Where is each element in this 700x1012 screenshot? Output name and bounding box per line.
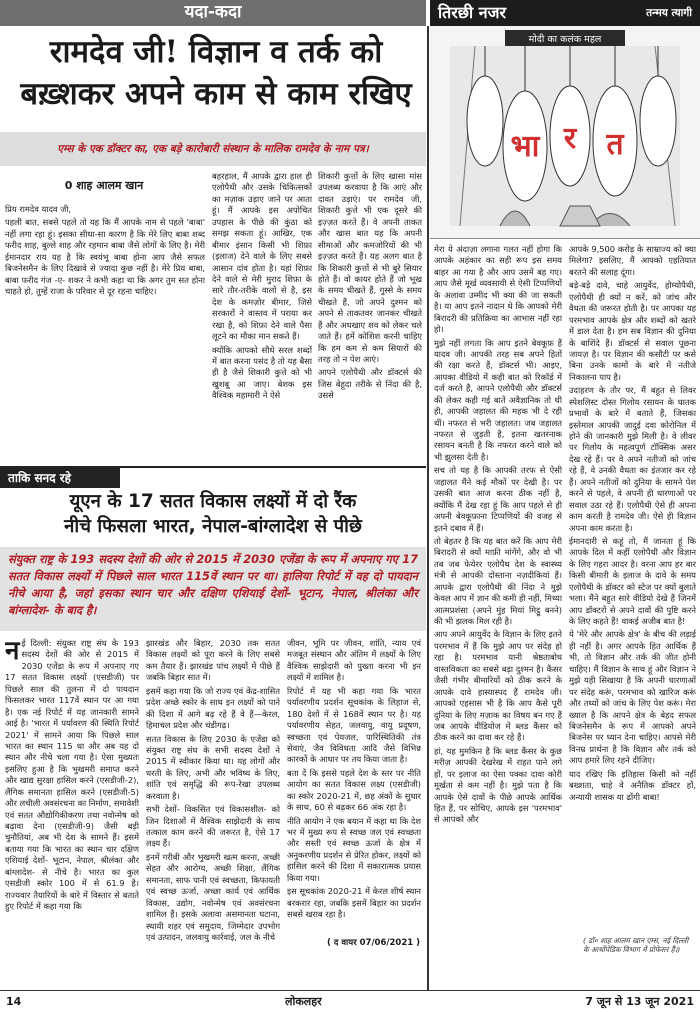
cartoon-illustration — [430, 26, 700, 239]
cartoon-section-header — [430, 0, 700, 26]
newspaper-name: लोकलहर — [285, 994, 322, 1008]
cartoon-section-title: तिरछी नजर — [438, 2, 507, 22]
cartoon-banner: मोदी का कलंक महल — [528, 34, 602, 45]
cartoon — [430, 26, 700, 239]
article2-source: ( द वायर 07/06/2021 ) — [327, 938, 420, 948]
cartoon-letter-3: त — [606, 127, 624, 162]
section-label: ताकि सनद रहे — [0, 468, 120, 488]
dropcap: न — [5, 638, 20, 666]
article2-col3: जीवन, भूमि पर जीवन, शांति, न्याय एवं मजबूत संस्थान और अंतिम में लक्ष्यों के लिए वैश्विक साझेदारी को पुख्ता करना भी इन लक्ष्यों में शामिल है। रिपोर्ट में यह भी कहा गया कि भारत पर्यावरणीय प्रदर्शन सूचकांक के लिहाज से, 180 देशों में से 168वें स्थान पर है। यह पर्यावरणीय सेहत, जलवायु, वायु प्रदूषण, स्वच्छता एवं पेयजल, पारिस्थितिकी तंत्र सेवाएं, जैव विविधता आदि जैसे विभिन्न कारकों के आधार पर तय किया जाता है। बता दें कि इससे पहले देश के स्तर पर नीति आयोग का सतत विकास लक्ष्य (एसडीजी) का स्कोर 2020-21 में, छह अंकों के सुधार के साथ, 60 से बढ़कर 66 अंक रहा है। नीति आयोग ने एक बयान में कहा था कि देश भर में मुख्य रूप से स्वच्छ जल एवं स्वच्छता और सस्ती एवं स्वच्छ ऊर्जा के क्षेत्र में अनुकरणीय प्रदर्शन से प्रेरित होकर, लक्ष्यों को हासिल करने की दिशा में सकारात्मक प्रयास किया गया। इस सूचकांक 2020-21 में केरल शीर्ष स्थान बरकरार रहा, जबकि इसमें बिहार का प्रदर्शन सबसे खराब रहा है। — [287, 638, 421, 920]
article2-intro: संयुक्त राष्ट्र के 193 सदस्य देशों की ओर से 2015 में 2030 एजेंडा के रूप में अपनाए गए 17 सतत विकास लक्ष्यों में पिछले साल भारत 115वें स्थान पर था। हालिया रिपोर्ट में वह दो पायदान नीचे आया है, जहां इसका स्थान चार और दक्षिण एशियाई देशों- भूटान, नेपाल, श्रीलंका और बांग्लादेश- के बाद है। — [0, 547, 426, 631]
author-note: ( डॉ० शाह आलम खान एम्स, नई दिल्ली के आर्थोपेडिक विभाग में प्रोफेसर हैं।) — [583, 936, 689, 955]
article-headline — [8, 32, 424, 115]
page-footer — [0, 990, 700, 1012]
article2-headline-line-1: यूएन के 17 सतत विकास लक्ष्यों में दो रैंक — [69, 491, 357, 512]
page-number: 14 — [6, 994, 22, 1008]
article2-headline — [4, 490, 422, 540]
article1-col5: आपके 9,500 करोड़ के साम्राज्य को क्या मिलेगा? इसलिए, मैं आपको एहतियात बरतने की सलाह दूंगा। बड़े-बड़े दावे, चाहे आयुर्वेद, होम्योपैथी, एलोपैथी ही क्यों न करें, को जांच और वैधता की जरूरत होती है। पर आपका यह परमभाव आपके क्षेत्र और शब्दों को खतरे में डाल देता है। हम सब विज्ञान की दुनिया के बाशिंदे हैं। डॉक्टर्स से सवाल पूछना जायज़ है। पर विज्ञान की कसौटी पर कसे बिना उनके कामों के बारे में नतीजे निकालना पाप है। उदाहरण के तौर पर, मैं बहुत से लिवर स्पेशलिस्ट दोस्त गिलोय रसायन के घातक प्रभावों के बारे में बताते हैं, जिसका इस्तेमाल आपकी जादुई दवा कोरोनिल में होने की जानकारी मुझे मिली है। वे लीवर पर गिलोय के महत्वपूर्ण टॉक्सिक असर देख रहे हैं। पर वे अपने नतीजों को जांच रहे हैं, वे उनकी वैधता का इंतजार कर रहे हैं। अपने नतीजों को दुनिया के सामने पेश करने से पहले, वे अपनी ही धारणाओं पर सवाल उठा रहे हैं। एलोपैथी ऐसे ही अपना काम करती है रामदेव जी। ऐसे ही विज्ञान अपना काम करता है। ईमानदारी से कहूं तो, मैं जानता हूं कि आपके दिल में कहीं एलोपैथी और विज्ञान के लिए गहरा आदर है। वरना आप हर बार किसी बीमारी के इलाज के दावे के समय एलोपैथी के डॉक्टर को स्टेज पर क्यों बुलाते भला। मैंने बहुत सारे वीडियो देखे हैं जिनमें आप डॉक्टरों से अपने दावों की पुष्टि करने के लिए कहते हैं! वाकई अजीब बात है! ये 'मेरे और आपके क्षेत्र' के बीच की लड़ाई ही नहीं है। अगर आपके हित आर्थिक हैं भी, तो विज्ञान और तर्क की जीत होनी चाहिए। मैं विज्ञान के साथ हूं और विज्ञान ने मुझे यही सिखाया है कि अपनी धारणाओं पर संदेह करूं, परमभाव को खारिज करूं और तथ्यों को जांच के लिए पेश करूं। मेरा ख्याल है कि आपने क्षेत्र के बेहद सफल बिजनेसमैन के रूप में आपको अपने बिजनेस पर ध्यान देना चाहिए। आपसे मेरी विनम्र प्रार्थना है कि विज्ञान और तर्क को आप हमारे लिए रहने दीजिए। याद रखिए कि इतिहास किसी को नहीं बख्शता, चाहे वे अनैतिक डॉक्टर हों, अन्यायी शासक या ढोंगी बाबा! — [569, 244, 696, 802]
article1-col3: शिकारी कुत्तों के लिए खासा मांस उपलब्ध करवाया है कि आएं और दावत उड़ाएं। पर रामदेव जी, शिकारी कुत्ते भी एक दूसरे की इज़्ज़त करते हैं। वे अपनी ताकत और खास बात यह कि अपनी सीमाओं और कमजोरियों की भी इज़्ज़त करते हैं। यह अलग बात है कि शिकारी कुत्तों से भी बुरे सियार होते हैं। वो कायर होते हैं जो भूख के समय चीखते हैं, गुस्से के समय चीखते हैं, जो अपने दुश्मन को अपने से ताकतवर जानकर चीखते हैं और अधखाए शव को लेकर चले जाते हैं। हमें कोशिश करनी चाहिए कि हम कम से कम सियारों की तरह तो न पेश आएं। आपने एलोपैथी और डॉक्टर्स की जिस बेहूदा तरीके से निंदा की है, उससे — [318, 171, 422, 401]
article2-col1-text: ई दिल्ली: संयुक्त राष्ट्र संघ के 193 सदस्य देशों की ओर से 2015 में 2030 एजेंडा के रूप में अपनाए गए 17 सतत विकास लक्ष्यों (एसडीजी) पर पिछले साल की तुलना में दो पायदान फिसलकर भारत 117वें स्थान पर आ गया है। एक नई रिपोर्ट में यह जानकारी सामने आई है। 'भारत में पर्यावरण की स्थिति रिपोर्ट 2021' में सामने आया कि पिछले साल भारत का स्थान 115 था और अब यह दो स्थान और नीचे चला गया है। ऐसा मुख्यतः इसलिए हुआ है कि भुखमरी समाप्त करने और खाद्य सुरक्षा हासिल करने (एसडीजी-2), लैंगिक समानता हासिल करने (एसडीजी-5) और लचीली अवसंरचना का निर्माण, समावेशी एवं सतत औद्योगिकीकरण तथा नवोन्मेष को बढ़ावा देना (एसडीजी-9) जैसी बड़ी चुनौतियां, अब भी देश के सामने हैं। इसमें बताया गया कि भारत का स्थान चार दक्षिण एशियाई देशों- भूटान, नेपाल, श्रीलंका और बांग्लादेश- से नीचे है। भारत का कुल एसडीजी स्कोर 100 में से 61.9 है। राज्यवार तैयारियों के बारे में विस्तार से बताते हुए रिपोर्ट में कहा गया कि — [5, 638, 139, 912]
cartoon-letter-1: भा — [510, 129, 540, 164]
column-divider — [427, 26, 429, 990]
article-subheadline: एम्स के एक डॉक्टर का, एक बड़े कारोबारी संस्थान के मालिक रामदेव के नाम पत्र। — [0, 132, 426, 166]
article2-headline-line-2: नीचे फिसला भारत, नेपाल-बांग्लादेश से पीछे — [64, 515, 362, 537]
headline-line-2: बख़्शकर अपने काम से काम रखिए — [20, 75, 412, 112]
headline-line-1: रामदेव जी! विज्ञान व तर्क को — [49, 34, 383, 70]
article2-col2: झारखंड और बिहार, 2030 तक सतत विकास लक्ष्यों को पूरा करने के लिए सबसे कम तैयार हैं। झारखंड पांच लक्ष्यों में पीछे हैं जबकि बिहार सात में। इसमें कहा गया कि जो राज्य एवं केंद्र-शासित प्रदेश अच्छे स्कोर के साथ इन लक्ष्यों को पाने की दिशा में आगे बढ़ रहे हैं वे हैं—केरल, हिमाचल प्रदेश और चंडीगढ़। सतत विकास के लिए 2030 के एजेंडा को संयुक्त राष्ट्र संघ के सभी सदस्य देशों ने 2015 में स्वीकार किया था। यह लोगों और धरती के लिए, अभी और भविष्य के लिए, शांति एवं समृद्धि की रूप-रेखा उपलब्ध करवाता है। सभी देशों- विकसित एवं विकासशील- को जिन दिशाओं में वैश्विक साझेदारी के साथ तत्काल काम करने की जरूरत है, ऐसे 17 लक्ष्य हैं। इनमें गरीबी और भुखमरी खत्म करना, अच्छी सेहत और आरोग्य, अच्छी शिक्षा, लैंगिक समानता, साफ पानी एवं स्वच्छता, किफायती एवं स्वच्छ ऊर्जा, अच्छा कार्य एवं आर्थिक विकास, उद्योग, नवोन्मेष एवं अवसंरचना शामिल हैं। इसके अलावा असमानता घटाना, स्थायी शहर एवं समुदाय, जिम्मेदार उपभोग एवं उत्पादन, जलवायु कार्रवाई, जल के नीचे — [146, 638, 280, 942]
article2-col1 — [5, 638, 139, 986]
cartoonist-name: तन्मय त्यागी — [646, 6, 692, 19]
article1-col2: बहरहाल, मैं आपके द्वारा हाल ही एलोपैथी और उसके चिकित्सकों का मज़ाक उड़ाए जाने पर आता हूं। मैं आपके इस अपोचित उपहास के पीछे की कुंठा को समझ सकता हूं। आखिर, एक बीमार इंसान किसी भी शिफ़ा (इलाज) देने वाले के लिए सबसे आसान दांव होता है। यहां शिफ़ा देने वाले से मेरी मुराद शिफ़ा के सारे तौर-तरीके वालों से है, इस देश के कमज़ोर बीमार, जिसे सरकारों ने वास्तव में पराया कर रखा है, को शिफ़ा देने वाले पैसा लूटने का मौका मान सकते हैं। क्योंकि आपको सौधे सरल शब्दों में बात करना पसंद है तो यह बैसा ही है जैसे शिकारी कुत्ते को भी खुशबू आ जाए। बेशक इस वैश्विक महामारी ने ऐसे — [212, 171, 312, 401]
article1-col1: प्रिय रामदेव यादव जी, पहली बात, सबसे पहले तो यह कि मैं आपके नाम से पहले 'बाबा' नहीं लगा रहा हूं। इसका सीधा-सा कारण है कि मेरे लिए बाबा शब्द फरीद शाह, बुल्ले शाह और रहमान बाबा जैसे लोगों के लिए है। मेरी ईमानदार राय यह है कि स्वयंभू बाबा होना आप जैसे सफल बिजनेसमैन के लिए दिखावे से ज्यादा कुछ नहीं है। मेरे प्रिय बाबा, बाबा फरीद गंज -ए- शकर ने कभी कहा था कि अगर तुम सत होना चाहते हो, तुम्हें राजा के परिवार से दूर रहना चाहिए। — [5, 204, 205, 297]
section-header: यदा-कदा — [0, 0, 426, 26]
cartoon-letter-2: र — [563, 121, 577, 156]
issue-date: 7 जून से 13 जून 2021 — [585, 994, 694, 1008]
article-byline: 0 शाह आलम खान — [64, 179, 144, 192]
article1-col4: मेरा ये अंदाज़ा लगाना गलत नहीं होगा कि आपके अहंकार का सही रूप इस समय बाहर आ गया है और आप उसमें बह गए। आप जैसे मूर्ख व्यवसायी से ऐसी टिप्पणियों के अलावा उम्मीद भी क्या की जा सकती है। या आप इतने नादान थे कि आपको मेरी बिरादरी की प्रतिक्रिया का आभास नहीं रहा हो। मुझे नहीं लगता कि आप इतने बेवकूफ़ हैं यादव जी। आपकी तरह सब अपने हितों की रक्षा करते हैं, डॉक्टर्स भी। आइए, आपका वीडियो में कही बात को रिकॉर्ड में दर्ज करते हैं, आपने एलोपैथी और डॉक्टर्स की लेकर कही गई बातें अवैज्ञानिक तो थी ही, आपकी जहालत की महक भी दे रही थीं। नफरत से भरी जहालत। जब जहालत नफरत से जुड़ती है, इतना खतरनाक रसायन बनती है कि नफरत करने वाले को भी झुलसा देती है। सच तो यह है कि आपकी तरफ से ऐसी जहालत मैंने कई मौकों पर देखी है। पर उसकी बात आज करना ठीक नहीं है, क्योंकि मैं देख रहा हूं कि आप पहले से ही अपनी बेवकूफ़ाना टिप्पणियों की वजह से इतने दबाव में हैं। तो बेहतर है कि यह बात करें कि आप मेरी बिरादरी से क्यों माफ़ी मांगेंगे, और वो भी तब जब फेयेरर एलोपैथ देश के स्वास्थ्य मंत्री से आपकी दोस्ताना नज़दीकियां हैं। आपके द्वारा एलोपैथी की निंदा ने मुझे केवल आप में ज्ञान की कमी ही नहीं, मिथ्या आत्मप्रशंसा (अपने मुंह मियां मिट्ठू बनने) की भी झलक मिल रही है। आप अपने आयुर्वेद के विज्ञान के लिए इतने परमभाव में हैं कि मुझे आप पर संदेह हो रहा है। परमभाव यानी श्रेष्ठताबोध वास्तविकता का सबसे बड़ा दुश्मन है। कैंसर जैसी गंभीर बीमारियों को ठीक करने के आपके दावे हास्यास्पद हैं रामदेव जी। आपको एहसास भी है कि आप कैसे पूरी दुनिया के लिए मज़ाक का विषय बन गए हैं जब आपके वीडियोज में ब्लड कैंसर को ठीक करने का दावा कर रहे हैं। हां, यह मुमकिन है कि ब्लड कैंसर के कुछ मरीज़ आपकी देखरेख में राहत पाने लगे हों, पर इलाज का ऐसा पक्का दावा कोरी मूर्खता से कम नहीं है। मुझे पता है कि आपके ऐसे दावों के पीछे आपके आर्थिक हित हैं, पर सोचिए, आपके इस 'परमभाव' से आपको और — [434, 244, 562, 825]
